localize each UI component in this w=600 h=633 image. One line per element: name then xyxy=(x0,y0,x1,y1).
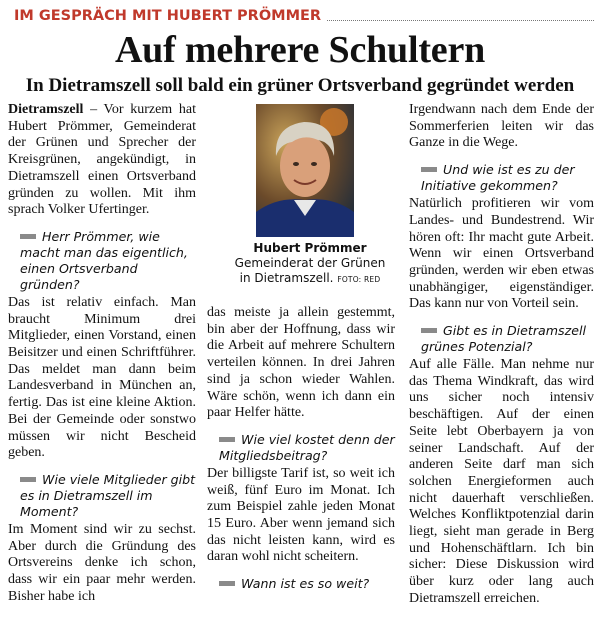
answer-3: Der billigste Tarif ist, so weit ich weiß, fünf Euro im Monat. Ich zum Beispiel zahle jeden Monat 15 Euro. Aber wenn jemand sich das nicht leisten kann, wird es daran wohl nicht scheitern. xyxy=(207,465,395,565)
kicker: IM GESPRÄCH MIT HUBERT PRÖMMER xyxy=(14,8,322,24)
question-2: Wie viele Mitglieder gibt es in Dietramszell im Moment? xyxy=(20,471,196,519)
question-marker-icon xyxy=(20,477,36,482)
question-marker-icon xyxy=(421,167,437,172)
question-1: Herr Prömmer, wie macht man das eigentlich, einen Ortsverband gründen? xyxy=(20,228,188,292)
answer-1: Das ist relativ einfach. Man braucht Minimum drei Mitglieder, einen Vorstand, einen Beisitzer und einen Schriftführer. Das meldet man dann beim Landesverband in München an, fertig. Das ist eine kleine Aktion. Bei der Gemeinde oder sonstwo müssen wir nicht Bescheid geben. xyxy=(8,294,196,461)
intro-text: – Vor kurzem hat Hubert Prömmer, Gemeinderat der Grünen und Sprecher der Kreisgrünen, angekündigt, in Dietramszell einen Ortsverband gründen zu wollen. Mit ihm sprach Volker Ufertinger. xyxy=(8,102,196,218)
answer-6: Auf alle Fälle. Man nehme nur das Thema Windkraft, das wird uns sicher noch intensiv beschäftigen. Auf der einen Seite lebt Oberbayern ja von seiner Landschaft. Auf der anderen Seite darf man sich solchen Energieformen auch nicht dauerhaft verschließen. Welches Konfliktpotenzial darin liegt, sieht man gerade in Berg und Hohenschäftlarn. Ich bin sicher: Diese Diskussion wird über kurz oder lang auch Dietramszell erreichen. xyxy=(409,357,594,606)
subheadline: In Dietramszell soll bald ein grüner Ortsverband gegründet werden xyxy=(25,75,575,96)
photo-caption xyxy=(230,241,390,287)
headline: Auf mehrere Schultern xyxy=(114,29,486,71)
article-column-3 xyxy=(409,102,594,608)
question-3: Wie viel kostet denn der Mitgliedsbeitrag? xyxy=(219,431,395,463)
kicker-divider xyxy=(327,19,594,21)
answer-2: Im Moment sind wir zu sechst. Aber durch die Gründung des Ortsvereins denke ich schon, dass wir ein paar mehr werden. Bisher habe ich xyxy=(8,521,196,604)
answer-4: Irgendwann nach dem Ende der Sommerferien leiten wir das Ganze in die Wege. xyxy=(409,102,594,151)
article-column-2 xyxy=(207,305,395,594)
dateline-place: Dietramszell xyxy=(8,102,84,117)
question-5: Und wie ist es zu der Initiative gekommen? xyxy=(421,162,575,194)
kicker-bar xyxy=(14,5,594,27)
answer-5: Natürlich profitieren wir vom Landes- und Bundestrend. Wir hören oft: Ihr macht gute Arbeit. Wenn wir einen Ortsverband gründen, werden wir eben etwas unabhängiger, eigenständiger. Das kann nur von Vorteil sein. xyxy=(409,196,594,312)
caption-role: Gemeinderat der Grünen in Dietramszell. FOTO: RED xyxy=(234,256,386,285)
answer-2-continued: das meiste ja allein gestemmt, bin aber der Hoffnung, dass wir die Arbeit auf mehrere Schultern verteilen können. In drei Jahren sind ja schon wieder Wahlen. Wäre schön, wenn ich dann ein paar Helfer hätte. xyxy=(207,305,395,421)
question-4: Wann ist es so weit? xyxy=(207,576,395,592)
question-marker-icon xyxy=(219,437,235,442)
question-marker-icon xyxy=(20,234,36,239)
intro-paragraph xyxy=(8,102,196,219)
question-marker-icon xyxy=(219,581,235,586)
portrait-photo xyxy=(256,104,354,237)
question-marker-icon xyxy=(421,328,437,333)
article-column-1 xyxy=(8,102,196,605)
question-6: Gibt es in Dietramszell grünes Potenzial? xyxy=(421,323,586,355)
caption-name: Hubert Prömmer xyxy=(253,241,367,255)
photo-credit: FOTO: RED xyxy=(337,275,381,284)
